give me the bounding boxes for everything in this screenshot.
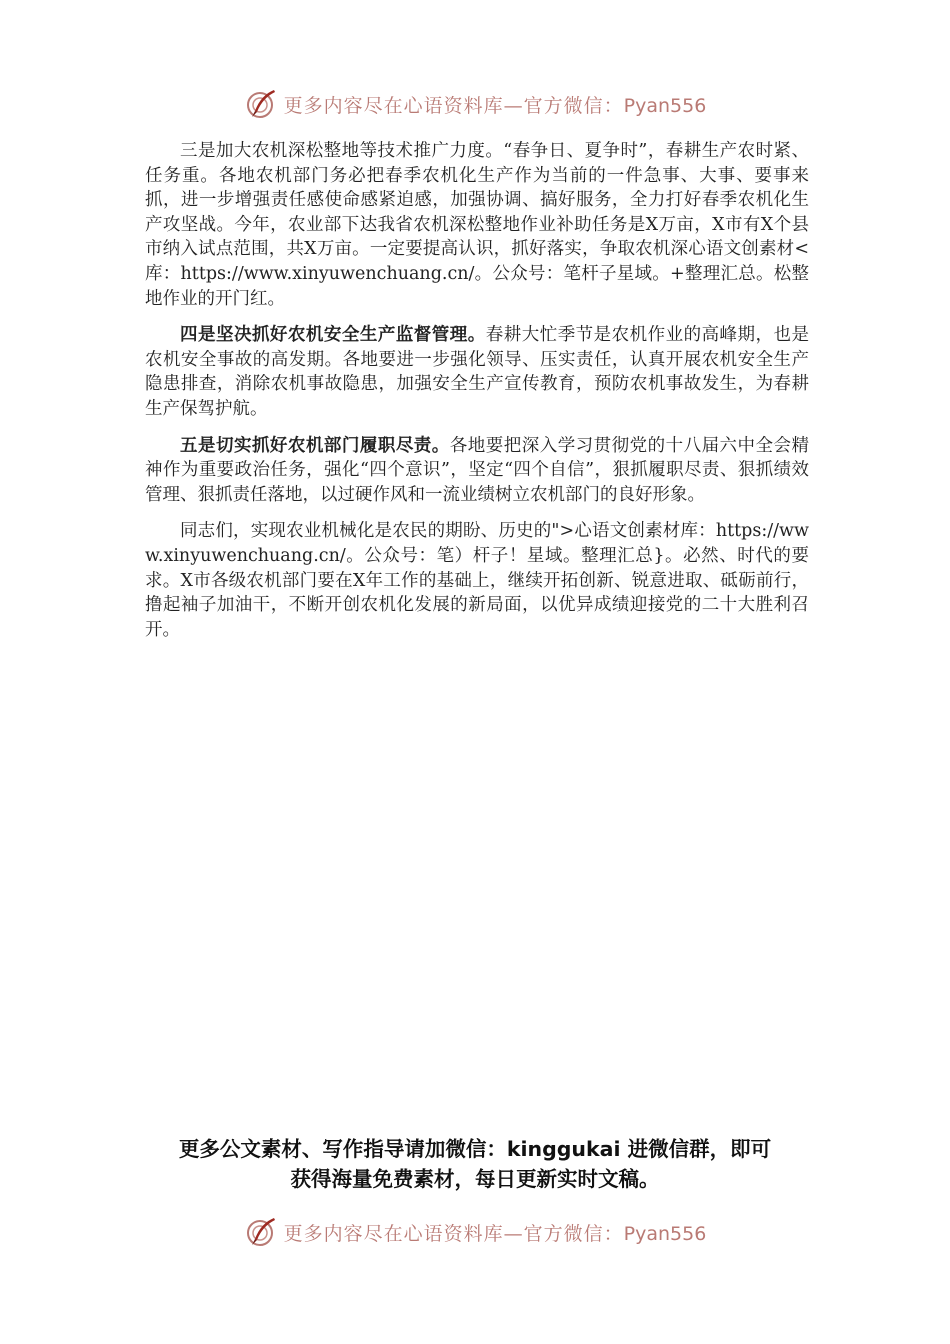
paragraph-text: 同志们，实现农业机械化是农民的期盼、历史的">心语文创素材库：https://www.xinyuwenchuang.cn/。公众号：笔）杆子！星域。整理汇总}。必然、时代的要求。X市各级农机部门要在X年工作的基础上，继续开拓创新、锐意进取、砥砺前行，撸起袖子加油干，不断开创农机化发展的新局面，以优异成绩迎接党的二十大胜利召开。 [145,521,809,640]
paragraph-lead: 五是切实抓好农机部门履职尽责。 [180,435,450,456]
footer-note [120,1134,830,1194]
header-watermark [0,84,950,124]
paragraph-lead: 四是坚决抓好农机安全生产监督管理。 [180,325,486,346]
watermark-text: 更多内容尽在心语资料库—官方微信：Pyan556 [283,1222,707,1245]
paragraph-4 [145,323,809,421]
paragraph-5 [145,434,809,508]
footer-note-line-2: 获得海量免费素材，每日更新实时文稿。 [290,1167,660,1191]
document-body [145,139,809,654]
quill-pen-logo-icon [244,87,278,121]
paragraph-text: 三是加大农机深松整地等技术推广力度。“春争日、夏争时”，春耕生产农时紧、任务重。各地农机部门务必把春季农机化生产作为当前的一件急事、大事、要事来抓，进一步增强责任感使命感紧迫感，加强协调、搞好服务，全力打好春季农机化生产攻坚战。今年，农业部下达我省农机深松整地作业补助任务是X万亩，X市有X个县市纳入试点范围，共X万亩。一定要提高认识，抓好落实，争取农机深心语文创素材<库：https://www.xinyuwenchuang.cn/。公众号：笔杆子星域。+整理汇总。松整地作业的开门红。 [145,141,809,309]
footer-watermark [0,1212,950,1252]
paragraph-3 [145,139,809,311]
paragraph-text: 春耕大忙季节是农机作业的高峰期，也是农机安全事故的高发期。各地要进一步强化领导、压实责任，认真开展农机安全生产隐患排查，消除农机事故隐患，加强安全生产宣传教育，预防农机事故发生，为春耕生产保驾护航。 [145,325,809,419]
paragraph-closing [145,519,809,642]
paragraph-text: 各地要把深入学习贯彻党的十八届六中全会精神作为重要政治任务，强化“四个意识”，坚定“四个自信”，狠抓履职尽责、狠抓绩效管理、狠抓责任落地，以过硬作风和一流业绩树立农机部门的良好形象。 [145,435,810,505]
watermark-text: 更多内容尽在心语资料库—官方微信：Pyan556 [283,94,707,117]
quill-pen-logo-icon [244,1215,278,1249]
footer-note-line-1: 更多公文素材、写作指导请加微信：kinggukai 进微信群，即可 [178,1137,772,1161]
